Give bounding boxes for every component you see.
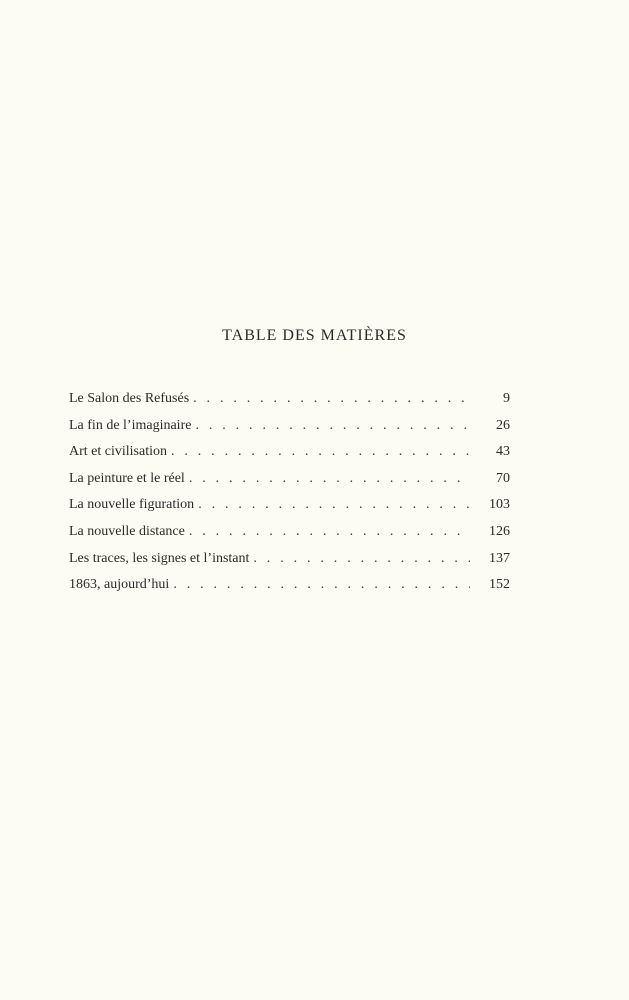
toc-entry-label: 1863, aujourd’hui (69, 577, 170, 593)
page-title: TABLE DES MATIÈRES (222, 327, 407, 344)
table-of-contents (69, 391, 510, 604)
toc-entry-label: La nouvelle distance (69, 523, 185, 539)
toc-entry-page: 26 (496, 417, 510, 433)
toc-entry-page: 126 (489, 523, 510, 539)
dot-leader (198, 497, 470, 513)
dot-leader (189, 524, 470, 540)
dot-leader (195, 418, 470, 434)
toc-entry (69, 444, 510, 471)
toc-entry-label: Les traces, les signes et l’instant (69, 550, 250, 566)
toc-entry-page: 152 (489, 577, 510, 593)
toc-entry-page: 9 (503, 391, 510, 406)
toc-entry-page: 43 (496, 444, 510, 460)
toc-entry (69, 524, 510, 551)
toc-entry-page: 70 (496, 470, 510, 486)
toc-entry (69, 551, 510, 578)
toc-entry (69, 577, 510, 604)
dot-leader (193, 391, 470, 407)
toc-entry-page: 103 (489, 497, 510, 513)
dot-leader (171, 444, 470, 460)
toc-entry-page: 137 (489, 550, 510, 566)
toc-entry-label: La peinture et le réel (69, 470, 185, 486)
toc-entry (69, 497, 510, 524)
toc-entry-label: Le Salon des Refusés (69, 391, 190, 406)
dot-leader (173, 577, 470, 593)
toc-entry-label: La nouvelle figuration (69, 497, 195, 513)
toc-entry (69, 418, 510, 445)
toc-entry-label: La fin de l’imaginaire (69, 417, 192, 433)
toc-entry-label: Art et civilisation (69, 444, 167, 460)
toc-entry (69, 471, 510, 498)
toc-entry (69, 391, 510, 418)
dot-leader (189, 471, 470, 487)
dot-leader (253, 551, 470, 567)
